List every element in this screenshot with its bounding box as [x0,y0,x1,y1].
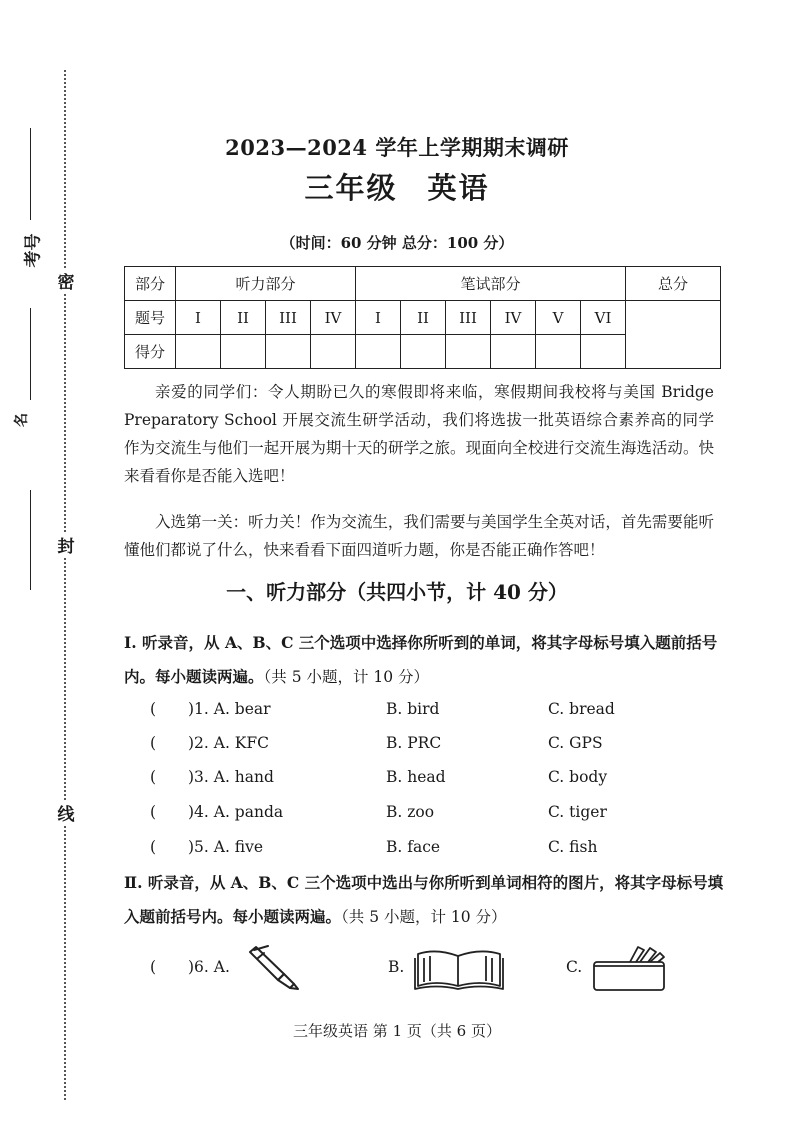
table-head-part: 部分 [125,267,176,301]
question-row-2 [150,734,720,760]
exam-number-label: 考号 [23,233,44,268]
score-cell[interactable] [266,335,311,369]
seal-char-mi: 密 [56,268,76,293]
part2-instruction [124,866,724,934]
grade-label: 三年级 [304,171,398,205]
score-cell[interactable] [491,335,536,369]
question-row-4 [150,803,720,829]
table-cell-numeral: III [446,301,491,335]
answer-bracket[interactable]: ( [150,734,157,752]
score-cell[interactable] [401,335,446,369]
score-cell[interactable] [176,335,221,369]
option-b: B. zoo [386,803,435,821]
score-cell[interactable] [536,335,581,369]
name-line [30,308,31,400]
table-cell-numeral: I [356,301,401,335]
stage1-paragraph: 入选第一关：听力关！作为交流生，我们需要与美国学生全英对话，首先需要能听懂他们都说了什么，快来看看下面四道听力题，你是否能正确作答吧！ [124,513,714,559]
table-cell-total-score[interactable] [626,301,721,369]
table-head-total: 总分 [626,267,721,301]
part1-note: （共 5 小题，计 10 分） [263,668,430,686]
pen-icon [246,944,302,990]
table-head-writing: 笔试部分 [356,267,626,301]
score-cell[interactable] [581,335,626,369]
option-b: B. bird [386,700,440,718]
score-table [124,266,721,369]
table-cell-numeral: II [401,301,446,335]
score-cell[interactable] [311,335,356,369]
score-cell[interactable] [221,335,266,369]
book-icon [412,944,506,990]
part2-note: （共 5 小题，计 10 分） [341,908,507,926]
table-cell-numeral: IV [311,301,356,335]
option-a: )2. A. KFC [188,734,270,752]
exam-grade-subject [0,166,794,207]
option-b-label: B. [388,958,405,976]
option-c: C. bread [548,700,615,718]
option-a: )5. A. five [188,838,264,856]
question-row-3 [150,768,720,794]
table-cell-numeral: I [176,301,221,335]
exam-subtitle: （时间：60 分钟 总分：100 分） [280,234,514,252]
option-a: )4. A. panda [188,803,284,821]
table-cell-numeral: VI [581,301,626,335]
section-title: 一、听力部分（共四小节，计 40 分） [226,580,568,604]
option-b: B. face [386,838,441,856]
table-cell-numeral: III [266,301,311,335]
option-c: C. body [548,768,608,786]
answer-bracket[interactable]: ( [150,838,157,856]
exam-title: 2023—2024 学年上学期期末调研 [225,135,569,160]
table-cell-numeral: II [221,301,266,335]
class-line [30,490,31,590]
option-c-label: C. [566,958,583,976]
intro-paragraph: 亲爱的同学们：令人期盼已久的寒假即将来临，寒假期间我校将与美国 Bridge Preparatory School 开展交流生研学活动，我们将选拔一批英语综合素养高的同学作为交流生与他们一起开展为期十天的研学之旅。现面向全校进行交流生海选活动。快来看看你是否能入选吧！ [124,383,714,485]
score-cell[interactable] [356,335,401,369]
question-row-5 [150,838,720,864]
table-cell-numeral: IV [491,301,536,335]
table-head-score: 得分 [125,335,176,369]
subject-label: 英语 [427,171,490,205]
name-label: 名 [14,413,30,427]
score-cell[interactable] [446,335,491,369]
option-c: C. GPS [548,734,603,752]
question-row-1 [150,700,720,726]
option-c: C. tiger [548,803,607,821]
table-cell-numeral: V [536,301,581,335]
option-a-label: )6. A. [188,958,230,976]
answer-bracket[interactable]: ( [150,803,157,821]
option-c: C. fish [548,838,598,856]
part1-instruction [124,626,724,694]
answer-bracket[interactable]: ( [150,700,157,718]
seal-char-feng: 封 [56,532,76,557]
option-a: )3. A. hand [188,768,274,786]
table-head-question-no: 题号 [125,301,176,335]
part2-instruction-text: Ⅱ. 听录音，从 A、B、C 三个选项中选出与你所听到单词相符的图片，将其字母标号填入题前括号内。每小题读两遍。 [124,873,724,926]
pencil-case-icon [590,944,670,994]
page-footer: 三年级英语 第 1 页（共 6 页） [293,1022,501,1040]
part1-instruction-text: Ⅰ. 听录音，从 A、B、C 三个选项中选择你所听到的单词，将其字母标号填入题前括号内。每小题读两遍。 [124,633,718,686]
answer-bracket[interactable]: ( [150,958,157,976]
question-row-6 [150,944,710,994]
answer-bracket[interactable]: ( [150,768,157,786]
table-head-listening: 听力部分 [176,267,356,301]
option-b: B. head [386,768,446,786]
option-b: B. PRC [386,734,442,752]
seal-char-xian: 线 [56,800,76,825]
option-a: )1. A. bear [188,700,271,718]
